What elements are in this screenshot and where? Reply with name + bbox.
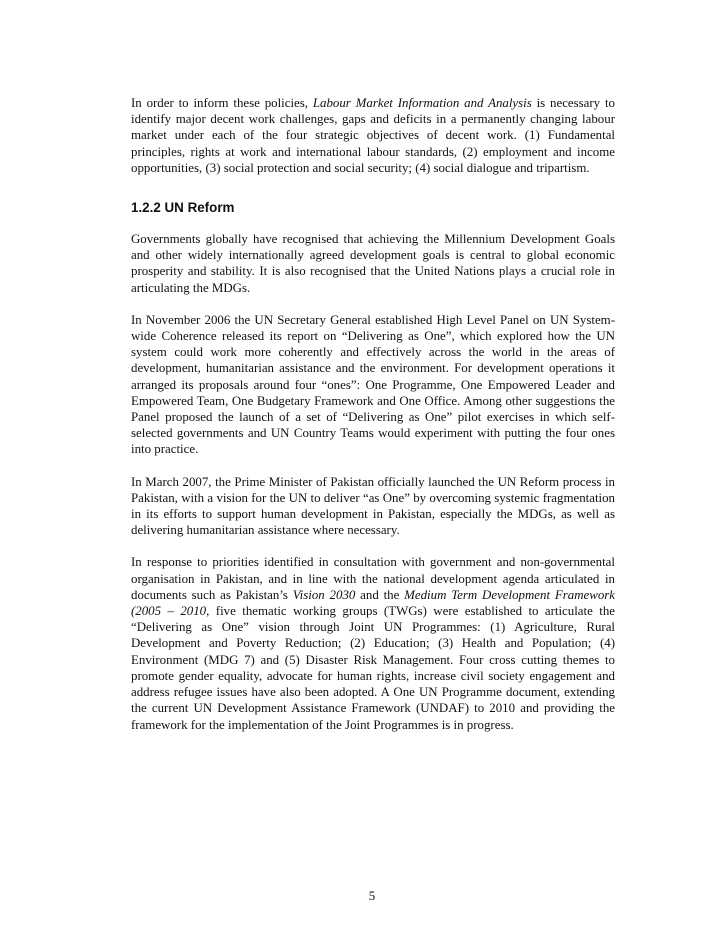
paragraph-pakistan-launch: In March 2007, the Prime Minister of Pakistan officially launched the UN Reform process in Pakistan, with a vision for the UN to deliver “as One” by overcoming systemic fragmentation in its efforts to support human development in Pakistan, especially the MDGs, as well as delivering humanitarian assistance where necessary. [131, 474, 615, 538]
paragraph-text: is necessary to identify major decent work challenges, gaps and deficits in a permanently changing labour market under each of the four strategic objectives of decent work. (1) Fundamental principles, rights at work and international labour standards, (2) employment and income opportunities, (3) social protection and social security; (4) social dialogue and tripartism. [131, 96, 615, 175]
paragraph-delivering-as-one: In November 2006 the UN Secretary General established High Level Panel on UN System-wide Coherence released its report on “Delivering as One”, which explored how the UN system could work more coherently and effectively across the world in the areas of development, humanitarian assistance and the environment. For development operations it arranged its proposals around four “ones”: One Programme, One Empowered Leader and Empowered Team, One Budgetary Framework and One Office. Among other suggestions the Panel proposed the launch of a set of “Delivering as One” pilot exercises in which self-selected governments and UN Country Teams would experiment with putting the four ones into practice. [131, 312, 615, 457]
paragraph-labour-market [131, 95, 615, 176]
paragraph-text: and the [355, 587, 405, 602]
italic-term: Labour Market Information and Analysis [312, 96, 532, 110]
section-heading: 1.2.2 UN Reform [131, 200, 235, 216]
paragraph-text: In response to priorities identified in consultation with government and non-governmental organisation in Pakistan, and in line with the national development agenda articulated in documents such as Pakistan’s [131, 555, 615, 602]
paragraph-text: In order to inform these policies, [131, 96, 313, 110]
paragraph-mdg: Governments globally have recognised that achieving the Millennium Development Goals and other widely internationally agreed development goals is central to global economic prosperity and stability. It is also recognised that the United Nations plays a crucial role in articulating the MDGs. [131, 232, 615, 295]
italic-title-mtdf: Medium Term Development Framework (2005 – 2010 [131, 587, 616, 619]
italic-title-vision: Vision 2030 [292, 587, 356, 602]
paragraph-thematic-groups [131, 554, 615, 732]
paragraph-text: , five thematic working groups (TWGs) were established to articulate the “Delivering as One” vision through Joint UN Programmes: (1) Agriculture, Rural Development and Poverty Reduction; (2) Education; (3) Health and Population; (4) Environment (MDG 7) and (5) Disaster Risk Management. Four cross cutting themes to promote gender equality, advocate for human rights, increase civil society engagement and address refugee issues have also been adopted. A One UN Programme document, extending the current UN Development Assistance Framework (UNDAF) to 2010 and providing the framework for the implementation of the Joint Programmes is in progress. [131, 604, 615, 732]
document-body [131, 95, 615, 749]
page-number: 5 [368, 889, 376, 903]
